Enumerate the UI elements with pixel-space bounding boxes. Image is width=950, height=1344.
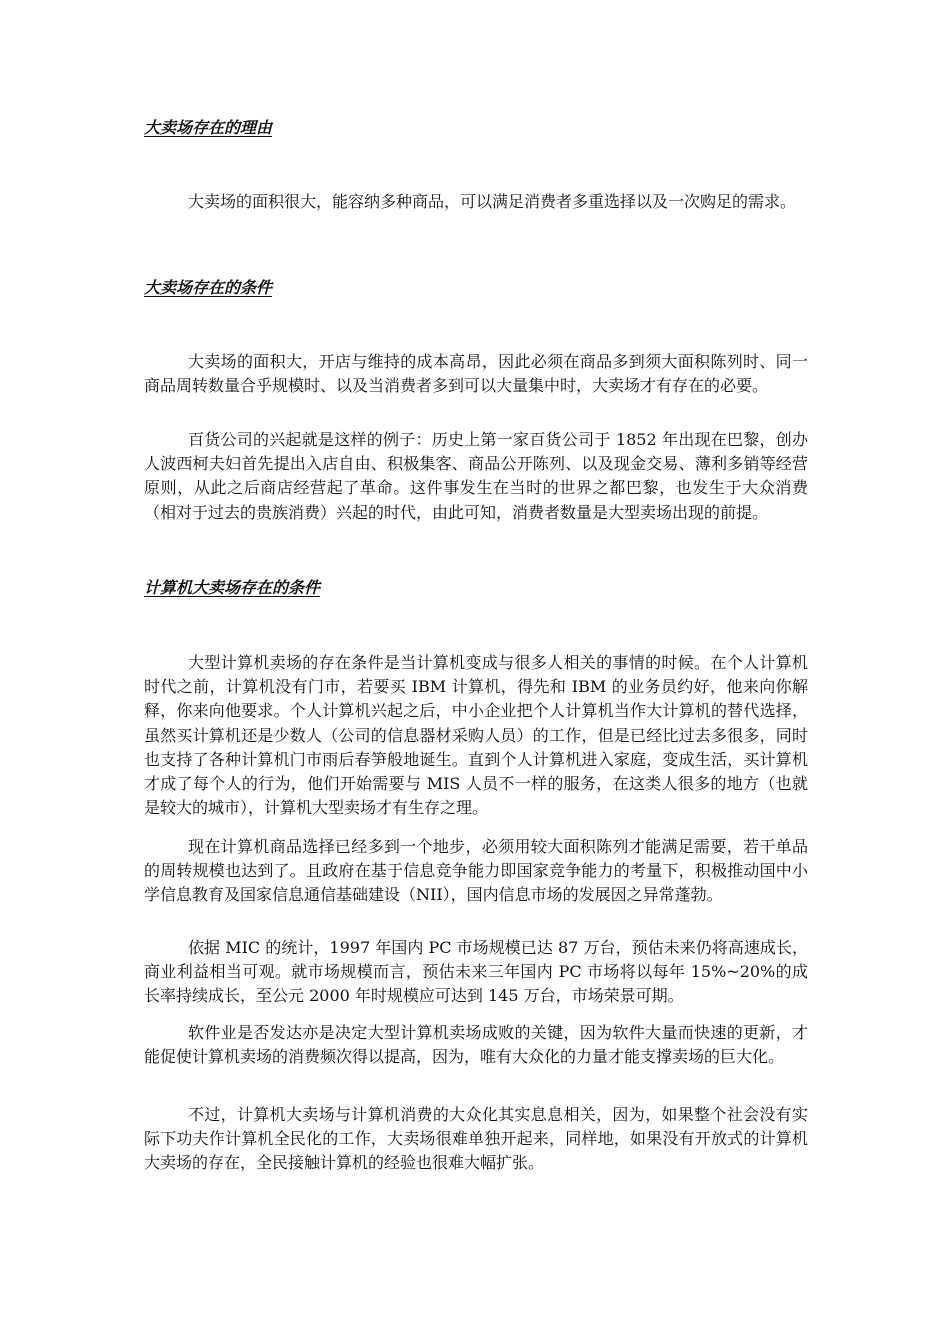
section-heading-reason: 大卖场存在的理由 — [144, 118, 273, 137]
paragraph: 软件业是否发达亦是决定大型计算机卖场成败的关键，因为软件大量而快速的更新，才能促使计算机卖场的消费频次得以提高，因为，唯有大众化的力量才能支撑卖场的巨大化。 — [144, 1023, 808, 1067]
paragraph: 依据 MIC 的统计，1997 年国内 PC 市场规模已达 87 万台，预估未来仍将高速成长，商业利益相当可观。就市场规模而言，预估未来三年国内 PC 市场将以每年 15%~20%的成长率持续成长，至公元 2000 年时规模应可达到 145 万台，市场荣景可期。 — [144, 938, 808, 1006]
paragraph: 大卖场的面积大，开店与维持的成本高昂，因此必须在商品多到须大面积陈列时、同一商品周转数量合乎规模时、以及当消费者多到可以大量集中时，大卖场才有存在的必要。 — [144, 352, 808, 396]
paragraph: 大卖场的面积很大，能容纳多种商品，可以满足消费者多重选择以及一次购足的需求。 — [188, 192, 797, 211]
section-heading-computer-conditions: 计算机大卖场存在的条件 — [144, 578, 321, 597]
paragraph: 现在计算机商品选择已经多到一个地步，必须用较大面积陈列才能满足需要，若干单品的周转规模也达到了。且政府在基于信息竞争能力即国家竞争能力的考量下，积极推动国中小学信息教育及国家信息通信基础建设（NII），国内信息市场的发展因之异常蓬勃。 — [144, 837, 808, 905]
paragraph: 不过，计算机大卖场与计算机消费的大众化其实息息相关，因为，如果整个社会没有实际下功夫作计算机全民化的工作，大卖场很难单独开起来，同样地，如果没有开放式的计算机大卖场的存在，全民接触计算机的经验也很难大幅扩张。 — [144, 1105, 808, 1173]
paragraph: 大型计算机卖场的存在条件是当计算机变成与很多人相关的事情的时候。在个人计算机时代之前，计算机没有门市，若要买 IBM 计算机，得先和 IBM 的业务员约好，他来向你解释，你来向他要求。个人计算机兴起之后，中小企业把个人计算机当作大计算机的替代选择，虽然买计算机还是少数人（公司的信息器材采购人员）的工作，但是已经比过去多很多，同时也支持了各种计算机门市雨后春笋般地诞生。直到个人计算机进入家庭，变成生活，买计算机才成了每个人的行为，他们开始需要与 MIS 人员不一样的服务，在这类人很多的地方（也就是较大的城市），计算机大型卖场才有生存之理。 — [144, 653, 808, 818]
paragraph: 百货公司的兴起就是这样的例子：历史上第一家百货公司于 1852 年出现在巴黎，创办人波西柯夫妇首先提出入店自由、积极集客、商品公开陈列、以及现金交易、薄利多销等经营原则，从此之后商店经营起了革命。这件事发生在当时的世界之都巴黎，也发生于大众消费（相对于过去的贵族消费）兴起的时代，由此可知，消费者数量是大型卖场出现的前提。 — [144, 430, 808, 522]
section-heading-conditions: 大卖场存在的条件 — [144, 278, 273, 297]
